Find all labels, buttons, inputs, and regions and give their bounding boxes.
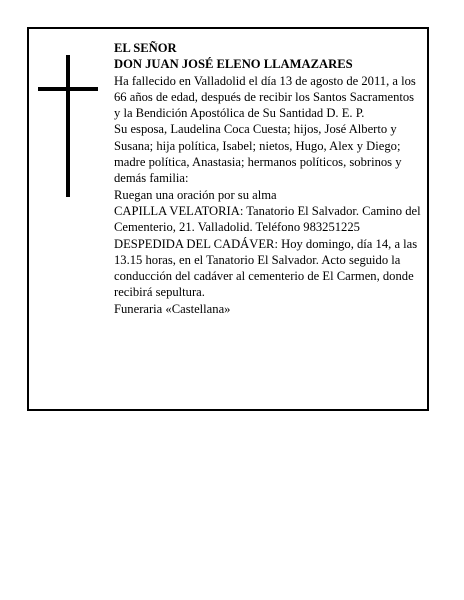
cross-horizontal-bar [38, 87, 98, 91]
wake-chapel-info: CAPILLA VELATORIA: Tanatorio El Salvador. Camino del Cementerio, 21. Valladolid. Teléfono 983251225 [114, 203, 421, 235]
death-announcement: Ha fallecido en Valladolid el día 13 de agosto de 2011, a los 66 años de edad, después de recibir los Santos Sacramentos y la Bendición Apostólica de Su Santidad D. E. P. [114, 73, 416, 121]
funeral-farewell-info: DESPEDIDA DEL CADÁVER: Hoy domingo, día 14, a las 13.15 horas, en el Tanatorio El Salvador. Acto seguido la conducción del cadáver al cementerio de El Carmen, donde recibirá sepultura. [114, 236, 418, 300]
cross-vertical-bar [66, 55, 70, 197]
cross-icon [38, 55, 98, 197]
funeral-home: Funeraria «Castellana» [114, 301, 231, 316]
family-list: Su esposa, Laudelina Coca Cuesta; hijos, José Alberto y Susana; hija política, Isabel; nietos, Hugo, Alex y Diego; madre política, Anastasia; hermanos políticos, sobrinos y demás familia: [114, 122, 402, 186]
prayer-request: Ruegan una oración por su alma [114, 187, 277, 202]
deceased-name: DON JUAN JOSÉ ELENO LLAMAZARES [114, 57, 353, 72]
deceased-title: EL SEÑOR [114, 41, 177, 55]
obituary-text [114, 40, 422, 317]
